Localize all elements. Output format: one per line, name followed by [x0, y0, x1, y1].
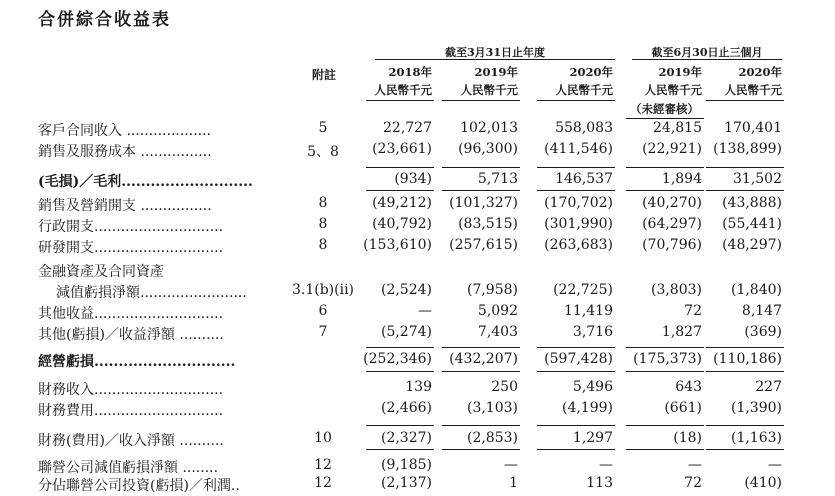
col-header-unaudited: （未經審核） — [630, 102, 699, 116]
row-label: (毛損)／毛利........................... — [38, 174, 253, 190]
row-value: (1,390) — [730, 400, 782, 416]
column-rule — [442, 449, 520, 450]
row-value: 227 — [755, 379, 782, 395]
row-value: 7,403 — [477, 324, 518, 340]
row-value: 5,092 — [477, 303, 518, 319]
column-rule — [706, 347, 784, 348]
row-label: 銷售及營銷開支 ................ — [38, 198, 212, 214]
column-rule — [442, 167, 520, 168]
row-value: 250 — [491, 379, 518, 395]
row-value: (175,373) — [633, 351, 702, 367]
row-label: 客戶合同收入 ................... — [38, 123, 212, 139]
column-rule — [706, 167, 784, 168]
row-value: (1,163) — [730, 430, 782, 446]
column-rule — [366, 167, 434, 168]
row-label: 財務收入............................. — [38, 382, 224, 398]
row-value: (934) — [394, 171, 432, 187]
column-rule — [706, 449, 784, 450]
row-note: 8 — [318, 237, 328, 253]
row-value: (70,796) — [642, 237, 702, 253]
col-header-year: 2019年 — [658, 65, 702, 79]
row-value: (170,702) — [544, 195, 613, 211]
row-value: (64,297) — [642, 216, 702, 232]
column-rule — [626, 190, 704, 191]
row-value: — — [418, 303, 432, 319]
row-label: 聯營公司減值虧損淨額 ........ — [38, 460, 219, 476]
row-value: (7,958) — [466, 282, 518, 298]
row-value: (9,185) — [380, 457, 432, 473]
row-value: (153,610) — [363, 237, 432, 253]
column-rule — [706, 371, 784, 372]
column-rule — [537, 347, 615, 348]
row-value: 8,147 — [741, 303, 782, 319]
note-column-header: 附註 — [312, 68, 337, 82]
row-value: (55,441) — [722, 216, 782, 232]
column-rule — [442, 371, 520, 372]
col-header-unit: 人民幣千元 — [555, 83, 613, 97]
row-value: — — [504, 457, 518, 473]
row-label: 其他(虧損)／收益淨額 .......... — [38, 327, 224, 343]
row-note: 10 — [314, 430, 332, 446]
column-rule — [442, 347, 520, 348]
row-value: 11,419 — [564, 303, 613, 319]
row-value: (3,103) — [466, 400, 518, 416]
row-value: 1,894 — [661, 171, 702, 187]
row-value: (1,840) — [730, 282, 782, 298]
row-note: 8 — [318, 195, 328, 211]
row-value: (2,466) — [380, 400, 432, 416]
column-rule — [537, 425, 615, 426]
row-value: 72 — [684, 303, 702, 319]
col-header-unit: 人民幣千元 — [644, 83, 702, 97]
year-group-rule — [375, 59, 615, 60]
row-note: 7 — [318, 324, 328, 340]
column-rule — [537, 449, 615, 450]
row-value: (40,270) — [642, 195, 702, 211]
row-value: (661) — [664, 400, 702, 416]
row-value: (5,274) — [380, 324, 432, 340]
row-value: (4,199) — [561, 400, 613, 416]
row-value: (18) — [673, 430, 702, 446]
column-rule — [537, 190, 615, 191]
row-value: 5,713 — [477, 171, 518, 187]
row-label: 經營虧損............................. — [38, 354, 236, 370]
row-label: 分佔聯營公司投資(虧損)／利潤.. — [38, 478, 240, 494]
column-rule — [706, 425, 784, 426]
col-header-unit: 人民幣千元 — [374, 83, 432, 97]
row-note: 6 — [318, 303, 328, 319]
row-value: (301,990) — [544, 216, 613, 232]
row-label: 財務費用............................. — [38, 403, 224, 419]
column-rule — [626, 347, 704, 348]
column-rule — [626, 449, 704, 450]
row-note: 5 — [318, 120, 328, 136]
row-value: — — [599, 457, 613, 473]
column-rule — [626, 118, 704, 119]
row-value: (2,327) — [380, 430, 432, 446]
column-rule — [537, 167, 615, 168]
row-note: 8 — [318, 216, 328, 232]
quarter-group-rule — [632, 59, 782, 60]
row-value: (40,792) — [372, 216, 432, 232]
row-value: (432,207) — [449, 351, 518, 367]
row-value: 3,716 — [572, 324, 613, 340]
col-header-year: 2019年 — [474, 65, 518, 79]
row-value: (369) — [744, 324, 782, 340]
row-value: 146,537 — [555, 171, 613, 187]
column-rule — [366, 100, 434, 101]
column-rule — [537, 371, 615, 372]
col-header-unit: 人民幣千元 — [460, 83, 518, 97]
row-value: (101,327) — [449, 195, 518, 211]
row-value: (2,853) — [466, 430, 518, 446]
row-note: 5、8 — [307, 144, 339, 160]
row-value: (110,186) — [713, 351, 782, 367]
row-label: 財務(費用)／收入淨額 .......... — [38, 433, 224, 449]
row-value: (597,428) — [544, 351, 613, 367]
row-value: — — [688, 457, 702, 473]
row-label: 其他收益............................. — [38, 306, 224, 322]
column-rule — [626, 371, 704, 372]
row-label: 行政開支............................. — [38, 219, 224, 235]
row-value: 102,013 — [460, 120, 518, 136]
year-group-header: 截至3月31日止年度 — [445, 46, 545, 59]
column-rule — [366, 190, 434, 191]
row-value: (22,921) — [642, 141, 702, 157]
row-label: 金融資產及合同資產 — [38, 264, 164, 280]
col-header-year: 2020年 — [738, 65, 782, 79]
col-header-year: 2018年 — [388, 65, 432, 79]
column-rule — [366, 371, 434, 372]
row-value: 643 — [675, 379, 702, 395]
col-header-unit: 人民幣千元 — [724, 83, 782, 97]
column-rule — [366, 425, 434, 426]
row-value: (411,546) — [544, 141, 613, 157]
row-note: 12 — [314, 457, 332, 473]
row-value: (263,683) — [544, 237, 613, 253]
row-value: (3,803) — [650, 282, 702, 298]
row-label: 研發開支............................. — [38, 240, 224, 256]
row-value: 558,083 — [555, 120, 613, 136]
row-value: (23,661) — [372, 141, 432, 157]
row-value: (43,888) — [722, 195, 782, 211]
row-value: (138,899) — [713, 141, 782, 157]
row-value: — — [768, 457, 782, 473]
row-value: 31,502 — [733, 171, 782, 187]
column-rule — [706, 100, 784, 101]
row-note: 12 — [314, 475, 332, 491]
row-value: (22,725) — [553, 282, 613, 298]
column-rule — [626, 425, 704, 426]
row-value: 72 — [684, 475, 702, 491]
column-rule — [442, 190, 520, 191]
row-value: 1 — [509, 475, 518, 491]
row-value: (257,615) — [449, 237, 518, 253]
column-rule — [442, 100, 520, 101]
column-rule — [626, 167, 704, 168]
quarter-group-header: 截至6月30日止三個月 — [651, 46, 763, 59]
row-note: 3.1(b)(ii) — [291, 282, 355, 298]
row-value: (49,212) — [372, 195, 432, 211]
row-value: 1,297 — [572, 430, 613, 446]
col-header-year: 2020年 — [569, 65, 613, 79]
row-value: (96,300) — [458, 141, 518, 157]
row-value: 139 — [405, 379, 432, 395]
row-value: (410) — [744, 475, 782, 491]
column-rule — [366, 347, 434, 348]
row-value: 24,815 — [653, 120, 702, 136]
row-label: 銷售及服務成本 ................ — [38, 144, 212, 160]
column-rule — [442, 425, 520, 426]
row-value: 170,401 — [724, 120, 782, 136]
row-value: 5,496 — [572, 379, 613, 395]
row-label: 減值虧損淨額........................ — [56, 285, 247, 301]
row-value: (2,524) — [380, 282, 432, 298]
statement-title: 合併綜合收益表 — [38, 10, 171, 30]
row-value: 22,727 — [383, 120, 432, 136]
row-value: (48,297) — [722, 237, 782, 253]
column-rule — [537, 100, 615, 101]
row-value: (2,137) — [380, 475, 432, 491]
column-rule — [366, 449, 434, 450]
row-value: (83,515) — [458, 216, 518, 232]
row-value: (252,346) — [363, 351, 432, 367]
row-value: 1,827 — [661, 324, 702, 340]
row-value: 113 — [586, 475, 613, 491]
column-rule — [706, 190, 784, 191]
